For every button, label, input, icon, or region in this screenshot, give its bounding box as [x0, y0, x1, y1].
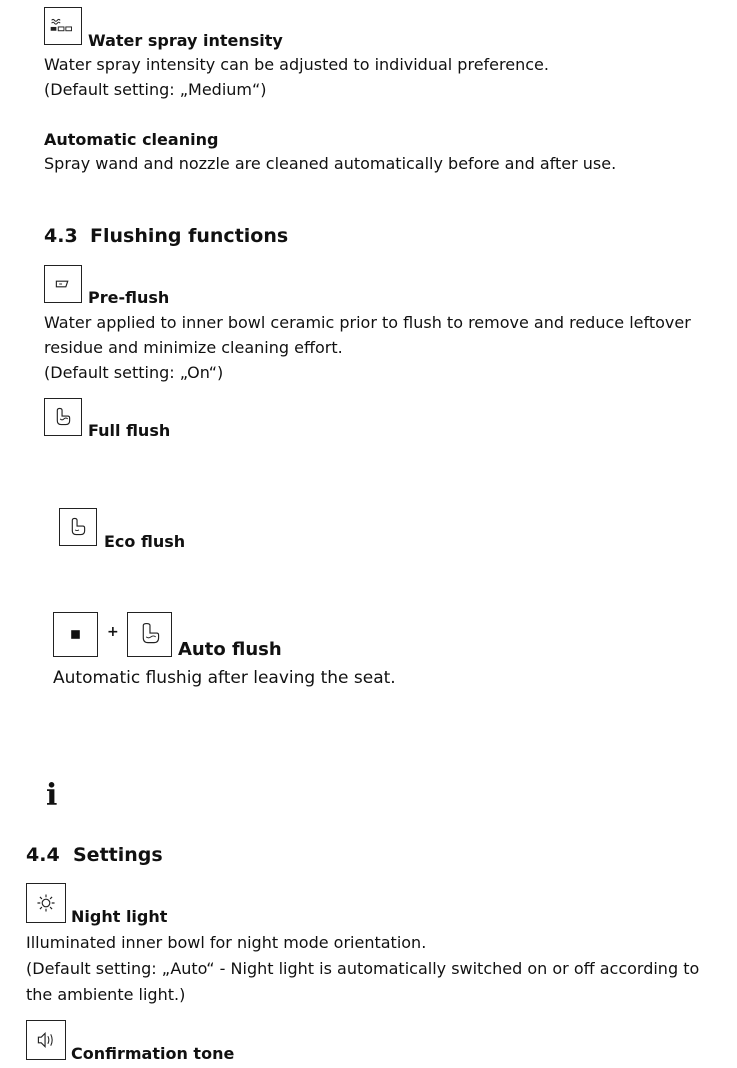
- speaker-icon: [26, 1020, 66, 1060]
- water-spray-default: (Default setting: „Medium“): [44, 80, 267, 99]
- pre-flush-title: Pre-flush: [88, 288, 170, 307]
- auto-flush-title: Auto flush: [178, 639, 282, 660]
- section-4-4-number: 4.4: [26, 844, 60, 866]
- auto-flush-text: Automatic flushig after leaving the seat.: [53, 668, 396, 688]
- section-4-3-number: 4.3: [44, 225, 78, 247]
- night-light-default-line1: (Default setting: „Auto“ - Night light is automatically switched on or off according to: [26, 959, 700, 978]
- full-flush-icon: [44, 398, 82, 436]
- stop-square-icon: [53, 612, 98, 657]
- pre-flush-line1: Water applied to inner bowl ceramic prior to flush to remove and reduce leftover: [44, 313, 691, 332]
- water-spray-text: Water spray intensity can be adjusted to individual preference.: [44, 55, 549, 74]
- eco-flush-title: Eco flush: [104, 532, 186, 551]
- water-spray-title: Water spray intensity: [88, 31, 283, 50]
- auto-cleaning-title: Automatic cleaning: [44, 130, 219, 149]
- night-light-text: Illuminated inner bowl for night mode orientation.: [26, 933, 427, 952]
- eco-flush-icon: [59, 508, 97, 546]
- full-flush-title: Full flush: [88, 421, 171, 440]
- pre-flush-icon: [44, 265, 82, 303]
- section-4-3-title: Flushing functions: [90, 225, 289, 247]
- night-light-default-line2: the ambiente light.): [26, 985, 186, 1004]
- auto-cleaning-text: Spray wand and nozzle are cleaned automatically before and after use.: [44, 154, 617, 173]
- night-light-title: Night light: [71, 907, 168, 926]
- pre-flush-line2: residue and minimize cleaning effort.: [44, 338, 343, 357]
- pre-flush-default: (Default setting: „On“): [44, 363, 224, 382]
- confirmation-tone-title: Confirmation tone: [71, 1044, 235, 1063]
- plus-sign: +: [107, 624, 119, 640]
- night-light-icon: [26, 883, 66, 923]
- water-spray-icon: [44, 7, 82, 45]
- auto-flush-icon: [127, 612, 172, 657]
- section-4-4-title: Settings: [73, 844, 163, 866]
- info-icon: i: [46, 778, 58, 813]
